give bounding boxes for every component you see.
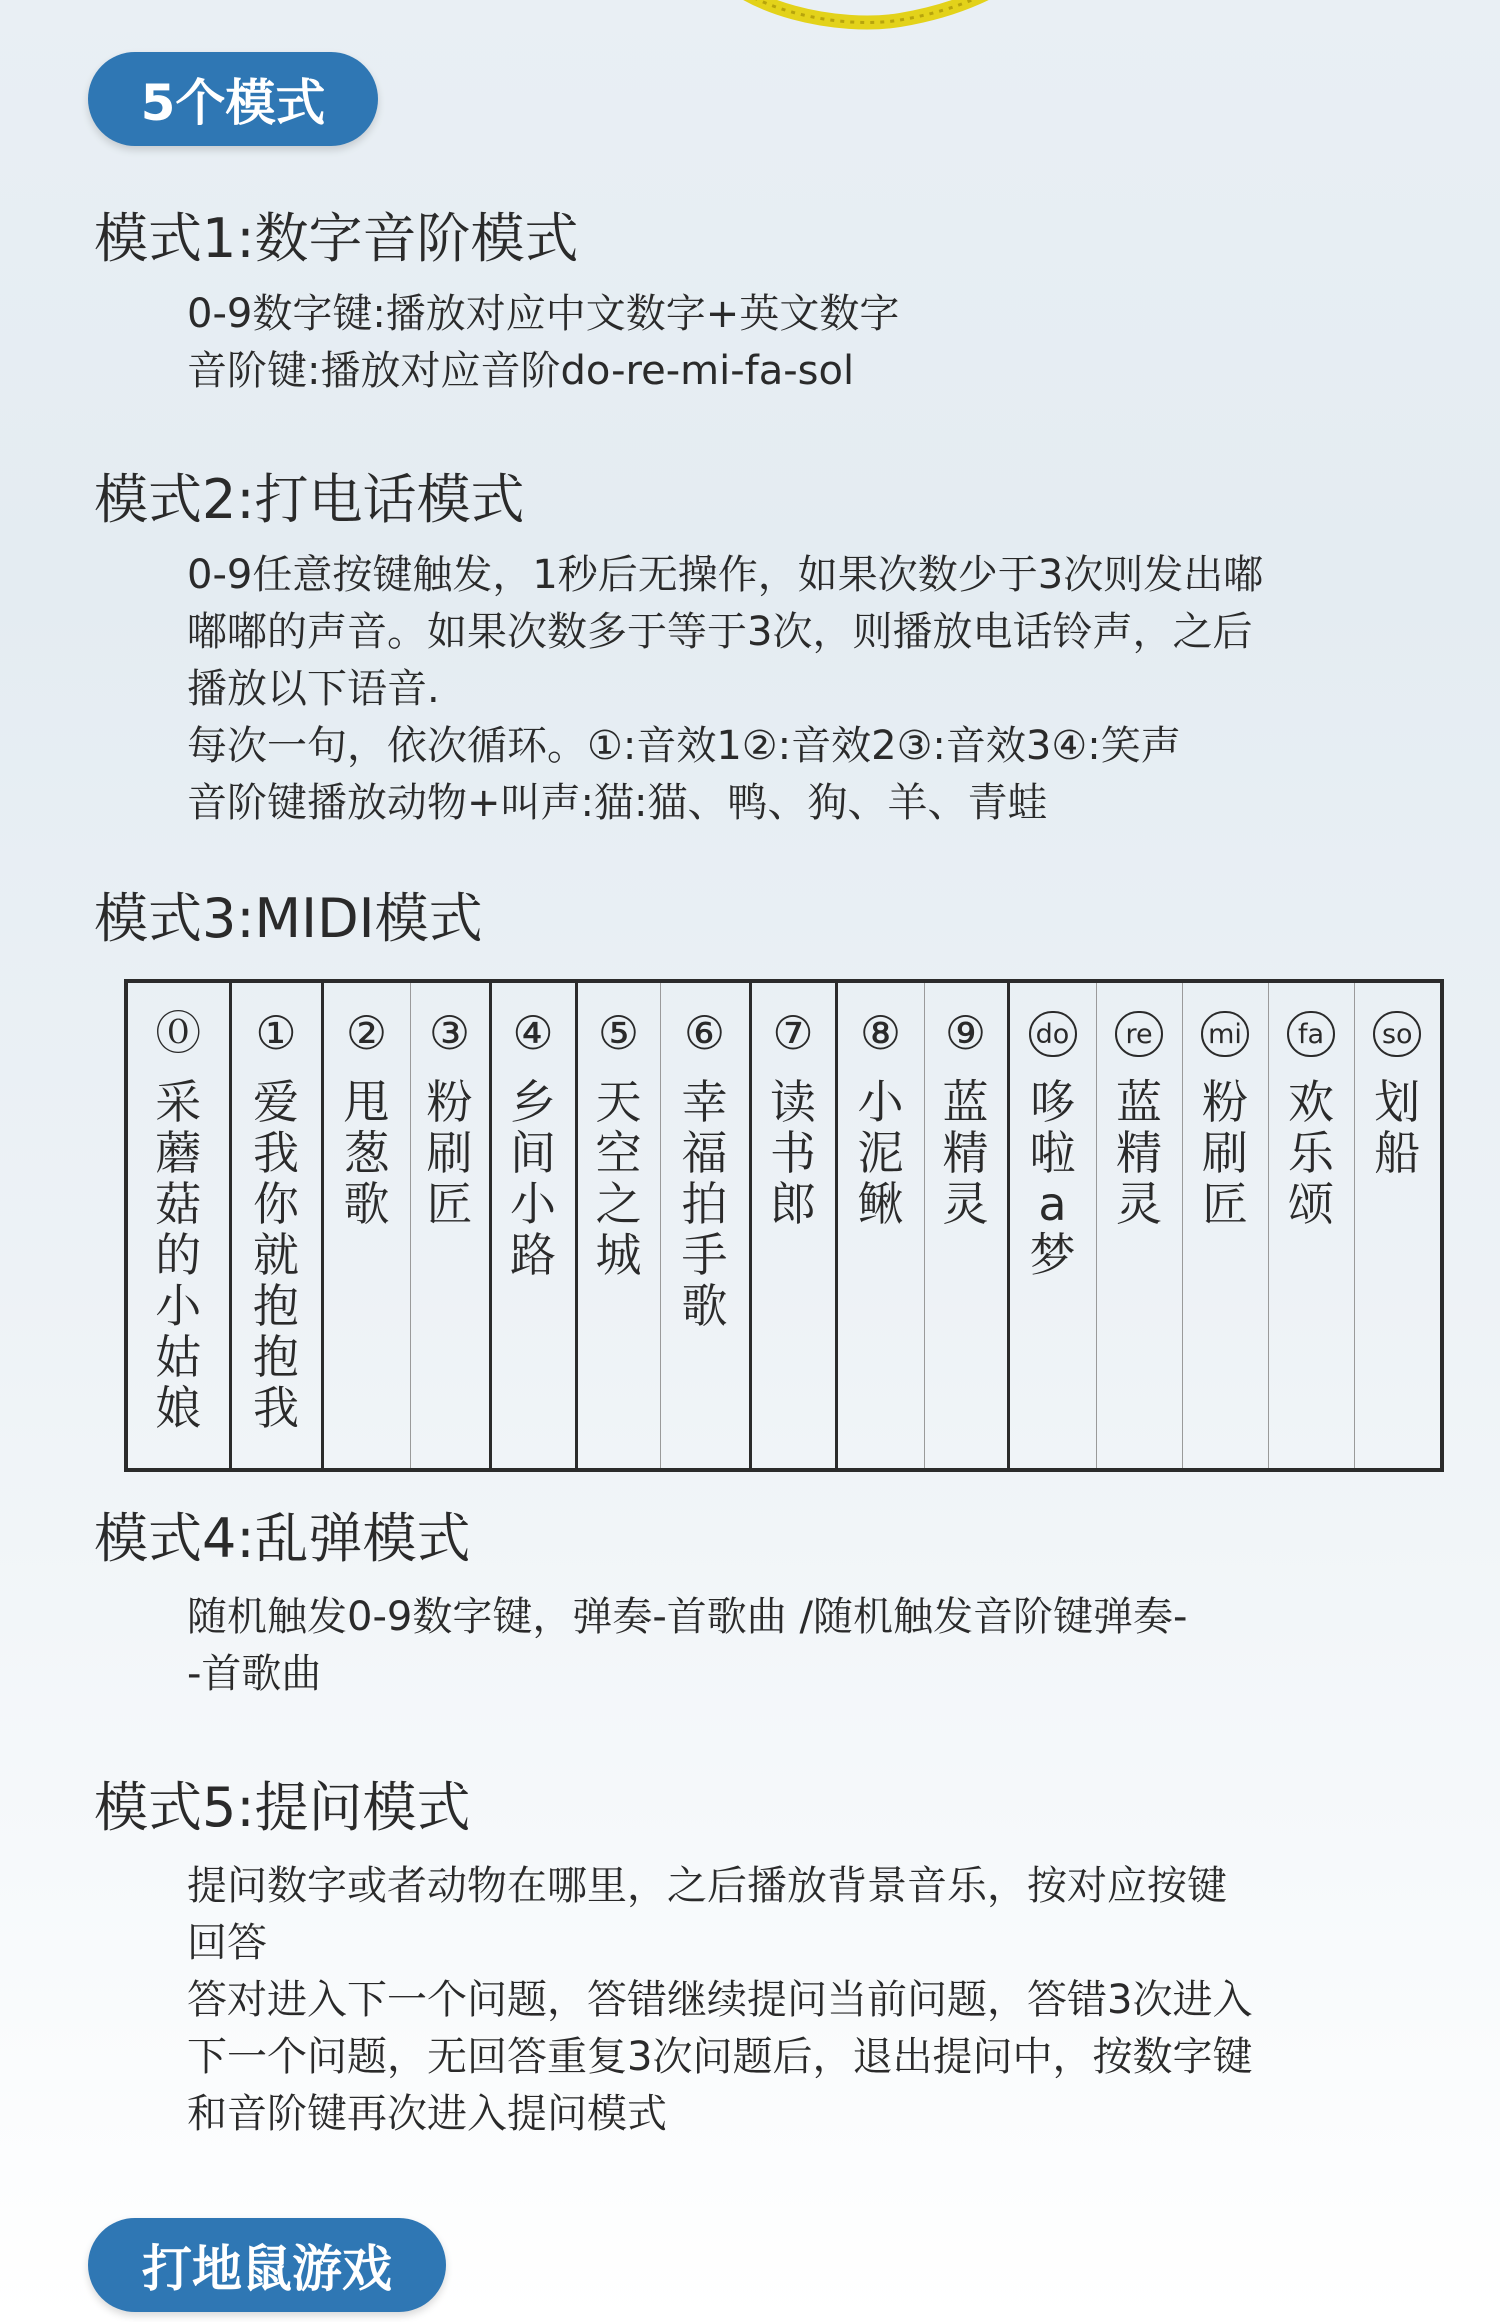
- mode5-line: 提问数字或者动物在哪里，之后播放背景音乐，按对应按键: [187, 1863, 1227, 1909]
- midi-cell: [1182, 981, 1268, 1470]
- midi-cell: [750, 981, 836, 1470]
- key-mi-mark: mi: [1201, 1011, 1249, 1057]
- song-name: 小泥鳅: [857, 1075, 904, 1231]
- song-name: 划船: [1374, 1075, 1421, 1180]
- key-0-mark: ⓪: [155, 1006, 202, 1060]
- key-5-mark: ⑤: [597, 1006, 640, 1060]
- mode1-line: 0-9数字键:播放对应中文数字+英文数字: [187, 291, 900, 337]
- song-name: 幸福拍手歌: [681, 1075, 728, 1333]
- key-re-mark: re: [1115, 1011, 1163, 1057]
- song-name: 欢乐颂: [1288, 1075, 1334, 1231]
- key-6-mark: ⑥: [683, 1006, 726, 1060]
- mode5-line: 下一个问题，无回答重复3次问题后，退出提问中，按数字键: [187, 2034, 1253, 2080]
- key-so-mark: so: [1373, 1011, 1421, 1057]
- midi-cell: [230, 981, 322, 1470]
- modes-badge: 5个模式: [88, 52, 378, 146]
- song-name: 蓝精灵: [1116, 1075, 1162, 1231]
- midi-cell: [1096, 981, 1182, 1470]
- key-7-mark: ⑦: [772, 1006, 814, 1060]
- song-name: 采蘑菇的小姑娘: [155, 1075, 202, 1435]
- midi-cell: [1268, 981, 1354, 1470]
- mode1-line: 音阶键:播放对应音阶do-re-mi-fa-sol: [187, 348, 855, 394]
- mode5-title: 模式5:提问模式: [94, 1776, 471, 1839]
- midi-cell: [322, 981, 410, 1470]
- mode5-line: 答对进入下一个问题，答错继续提问当前问题，答错3次进入: [187, 1977, 1253, 2023]
- key-1-mark: ①: [255, 1006, 297, 1060]
- key-3-mark: ③: [428, 1006, 471, 1060]
- key-8-mark: ⑧: [859, 1006, 902, 1060]
- midi-cell: [836, 981, 924, 1470]
- midi-cell: [1354, 981, 1442, 1470]
- midi-cell: [490, 981, 576, 1470]
- mode2-line: 0-9任意按键触发，1秒后无操作，如果次数少于3次则发出嘟: [187, 552, 1264, 598]
- song-name: 哆啦a梦: [1029, 1075, 1076, 1282]
- midi-cell: [410, 981, 490, 1470]
- mode5-line: 和音阶键再次进入提问模式: [187, 2091, 667, 2137]
- game-badge: 打地鼠游戏: [88, 2218, 446, 2312]
- key-2-mark: ②: [345, 1006, 388, 1060]
- mode3-title: 模式3:MIDI模式: [94, 887, 483, 950]
- song-name: 读书郎: [770, 1075, 816, 1231]
- song-name: 乡间小路: [510, 1075, 556, 1282]
- midi-cell: [1008, 981, 1096, 1470]
- song-name: 粉刷匠: [426, 1075, 473, 1231]
- cable-decoration: [700, 0, 1060, 40]
- mode5-line: 回答: [187, 1920, 267, 1966]
- midi-cell: [660, 981, 750, 1470]
- song-name: 甩葱歌: [343, 1075, 390, 1231]
- midi-song-table: [124, 979, 1444, 1472]
- key-9-mark: ⑨: [944, 1006, 987, 1060]
- midi-cell: [576, 981, 660, 1470]
- song-name: 爱我你就抱抱我: [253, 1075, 299, 1435]
- key-fa-mark: fa: [1287, 1011, 1335, 1057]
- midi-cell: [126, 981, 230, 1470]
- mode4-line: 随机触发0-9数字键，弹奏-首歌曲 /随机触发音阶键弹奏-: [187, 1594, 1188, 1640]
- song-name: 天空之城: [595, 1075, 642, 1282]
- mode2-title: 模式2:打电话模式: [94, 468, 525, 531]
- song-name: 粉刷匠: [1202, 1075, 1248, 1231]
- mode4-title: 模式4:乱弹模式: [94, 1507, 471, 1570]
- mode1-title: 模式1:数字音阶模式: [94, 207, 579, 270]
- midi-cell: [924, 981, 1008, 1470]
- mode2-line: 播放以下语音.: [187, 666, 440, 712]
- mode4-line: -首歌曲: [187, 1651, 322, 1697]
- song-name: 蓝精灵: [942, 1075, 989, 1231]
- mode2-line: 嘟嘟的声音。如果次数多于等于3次，则播放电话铃声，之后: [187, 609, 1253, 655]
- key-4-mark: ④: [512, 1006, 554, 1060]
- key-do-mark: do: [1029, 1011, 1077, 1057]
- mode2-line: 每次一句，依次循环。①:音效1②:音效2③:音效3④:笑声: [187, 723, 1181, 769]
- mode2-line: 音阶键播放动物+叫声:猫:猫、鸭、狗、羊、青蛙: [187, 780, 1048, 826]
